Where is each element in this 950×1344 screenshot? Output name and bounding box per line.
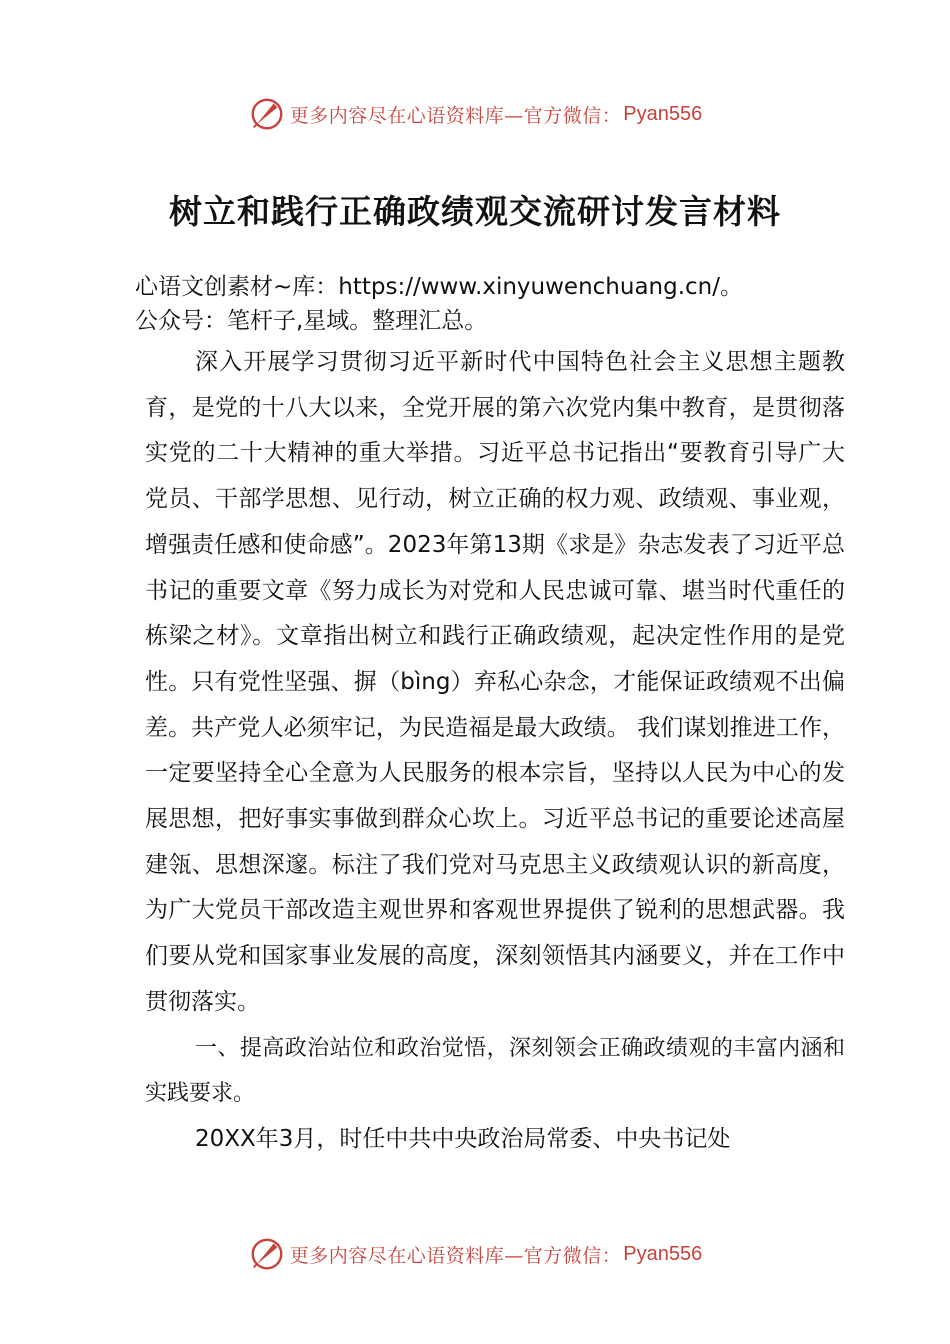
source-note xyxy=(135,270,875,338)
document-body xyxy=(145,340,845,1163)
quill-logo-icon xyxy=(248,95,286,133)
source-line-account: 公众号：笔杆子,星域。整理汇总。 xyxy=(135,308,488,334)
source-line-website: 心语文创素材~库：https://www.xinyuwenchuang.cn/。 xyxy=(135,274,744,300)
watermark-wechat-id: Pyan556 xyxy=(623,102,703,125)
watermark-text: 更多内容尽在心语资料库—官方微信： xyxy=(289,1244,622,1267)
section-heading-1: 一、提高政治站位和政治觉悟，深刻领会正确政绩观的丰富内涵和实践要求。 xyxy=(145,1035,845,1107)
footer-watermark-banner xyxy=(0,1232,950,1276)
paragraph-section-1: 20XX年3月，时任中共中央政治局常委、中央书记处 xyxy=(195,1125,731,1152)
paragraph-intro: 深入开展学习贯彻习近平新时代中国特色社会主义思想主题教育，是党的十八大以来，全党开展的第六次党内集中教育，是贯彻落实党的二十大精神的重大举措。习近平总书记指出“要教育引导广大党员、干部学思想、见行动，树立正确的权力观、政绩观、事业观，增强责任感和使命感”。2023年第13期《求是》杂志发表了习近平总书记的重要文章《努力成长为对党和人民忠诚可靠、堪当时代重任的栋梁之材》。文章指出树立和践行正确政绩观，起决定性作用的是党性。只有党性坚强、摒（bìng）弃私心杂念，才能保证政绩观不出偏差。共产党人必须牢记，为民造福是最大政绩。 我们谋划推进工作，一定要坚持全心全意为人民服务的根本宗旨，坚持以人民为中心的发展思想，把好事实事做到群众心坎上。习近平总书记的重要论述高屋建瓴、思想深邃。标注了我们党对马克思主义政绩观认识的新高度，为广大党员干部改造主观世界和客观世界提供了锐利的思想武器。我们要从党和国家事业发展的高度，深刻领悟其内涵要义，并在工作中贯彻落实。 xyxy=(145,349,845,1015)
header-watermark-banner xyxy=(0,92,950,136)
watermark-text: 更多内容尽在心语资料库—官方微信： xyxy=(289,104,622,127)
watermark-wechat-id: Pyan556 xyxy=(623,1242,703,1265)
quill-logo-icon xyxy=(248,1235,286,1273)
document-title: 树立和践行正确政绩观交流研讨发言材料 xyxy=(169,192,781,231)
